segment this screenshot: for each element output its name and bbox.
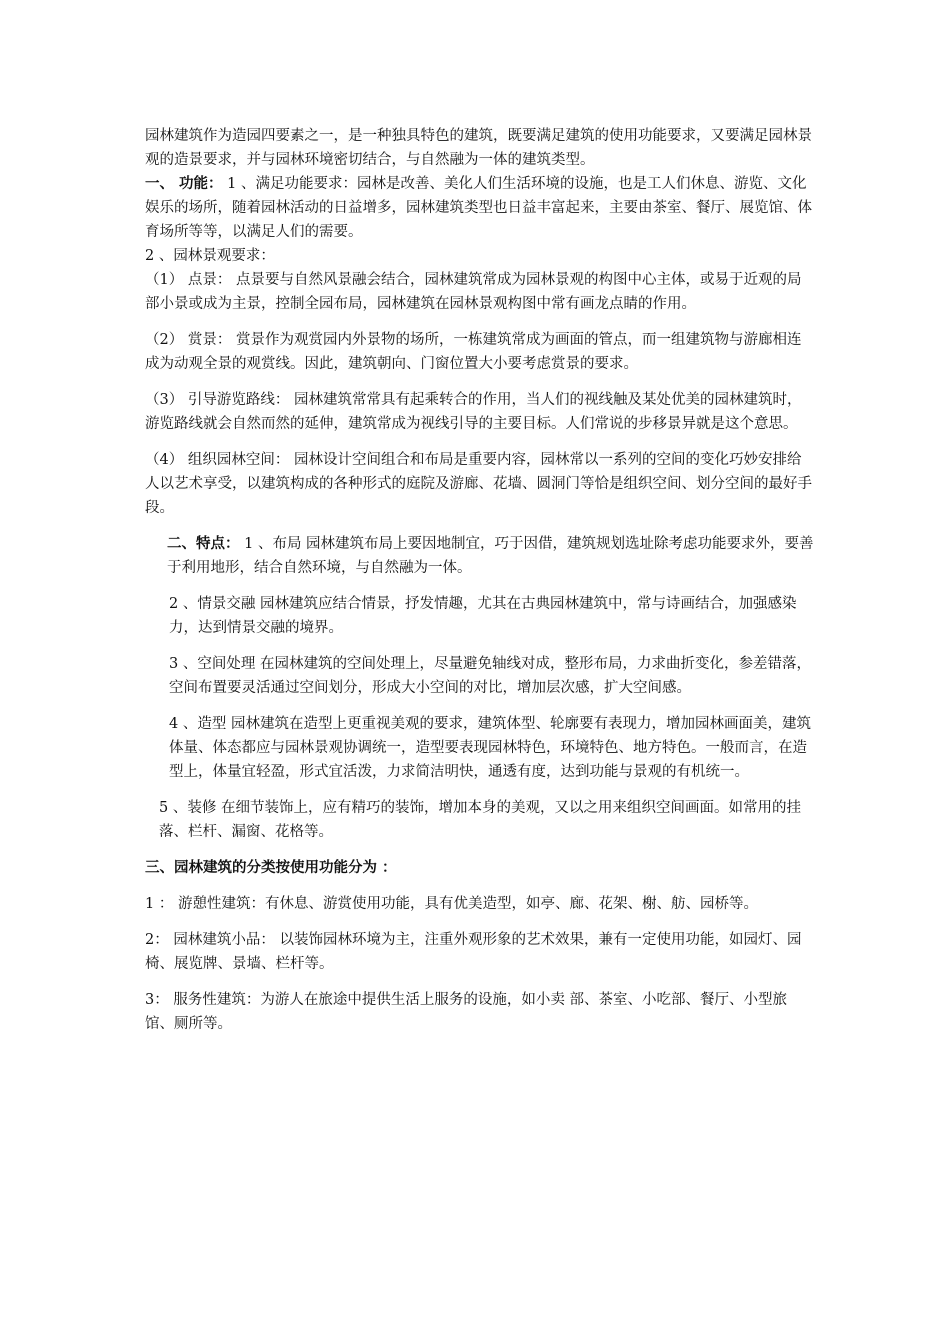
section-1-item-1: （1） 点景： 点景要与自然风景融会结合，园林建筑常成为园林景观的构图中心主体，或易于近观的局部小景或成为主景，控制全园布局，园林建筑在园林景观构图中常有画龙点睛的作用。 [145,272,802,312]
section-2-heading: 二、特点： [167,535,240,552]
section-2-text: 1 、布局 园林建筑布局上要因地制宜，巧于因借，建筑规划选址除考虑功能要求外，要善于利用地形，结合自然环境，与自然融为一体。 [167,536,814,576]
section-2-item-3: 3 、空间处理 在园林建筑的空间处理上，尽量避免轴线对成，整形布局，力求曲折变化，参差错落，空间布置要灵活通过空间划分，形成大小空间的对比，增加层次感，扩大空间感。 [169,656,811,696]
document-body [145,124,815,1036]
section-1-paragraph [145,172,815,244]
section-3-item-3: 3： 服务性建筑：为游人在旅途中提供生活上服务的设施，如小卖 部、茶室、小吃部、餐厅、小型旅馆、厕所等。 [145,992,787,1032]
section-1-item-4: （4） 组织园林空间： 园林设计空间组合和布局是重要内容，园林常以一系列的空间的变化巧妙安排给人以艺术享受，以建筑构成的各种形式的庭院及游廊、花墙、圆洞门等恰是组织空间、划分空间的最好手段。 [145,452,812,516]
section-1-text: 1 、满足功能要求：园林是改善、美化人们生活环境的设施，也是工人们休息、游览、文化娱乐的场所，随着园林活动的日益增多，园林建筑类型也日益丰富起来，主要由茶室、餐厅、展览馆、体育场所等等，以满足人们的需要。 [145,176,812,240]
section-1-subheading: 2 、园林景观要求： [145,248,275,264]
section-2-item-2: 2 、情景交融 园林建筑应结合情景，抒发情趣，尤其在古典园林建筑中，常与诗画结合，加强感染力，达到情景交融的境界。 [169,596,797,636]
section-2-item-5: 5 、装修 在细节装饰上，应有精巧的装饰，增加本身的美观，又以之用来组织空间画面。如常用的挂落、栏杆、漏窗、花格等。 [159,800,801,840]
section-3-item-2: 2： 园林建筑小品： 以装饰园林环境为主，注重外观形象的艺术效果，兼有一定使用功能，如园灯、园椅、展览牌、景墙、栏杆等。 [145,932,802,972]
section-2-item-4: 4 、造型 园林建筑在造型上更重视美观的要求，建筑体型、轮廓要有表现力，增加园林画面美，建筑体量、体态都应与园林景观协调统一，造型要表现园林特色，环境特色、地方特色。一般而言，在造型上，体量宜轻盈，形式宜活泼，力求简洁明快，通透有度，达到功能与景观的有机统一。 [169,716,811,780]
section-1-item-2: （2） 赏景： 赏景作为观赏园内外景物的场所，一栋建筑常成为画面的管点，而一组建筑物与游廊相连成为动观全景的观赏线。因此，建筑朝向、门窗位置大小要考虑赏景的要求。 [145,332,802,372]
section-3-item-1: 1 ： 游憩性建筑：有休息、游赏使用功能，具有优美造型，如亭、廊、花架、榭、舫、园桥等。 [145,896,758,912]
section-3-heading: 三、园林建筑的分类按使用功能分为 ： [145,859,397,876]
section-2-paragraph [145,532,815,580]
section-1-heading: 一、 功能： [145,175,223,192]
section-1-item-3: （3） 引导游览路线： 园林建筑常常具有起乘转合的作用，当人们的视线触及某处优美的园林建筑时，游览路线就会自然而然的延伸，建筑常成为视线引导的主要目标。人们常说的步移景异就是这个意思。 [145,392,802,432]
intro-paragraph: 园林建筑作为造园四要素之一，是一种独具特色的建筑，既要满足建筑的使用功能要求，又要满足园林景观的造景要求，并与园林环境密切结合，与自然融为一体的建筑类型。 [145,128,812,168]
